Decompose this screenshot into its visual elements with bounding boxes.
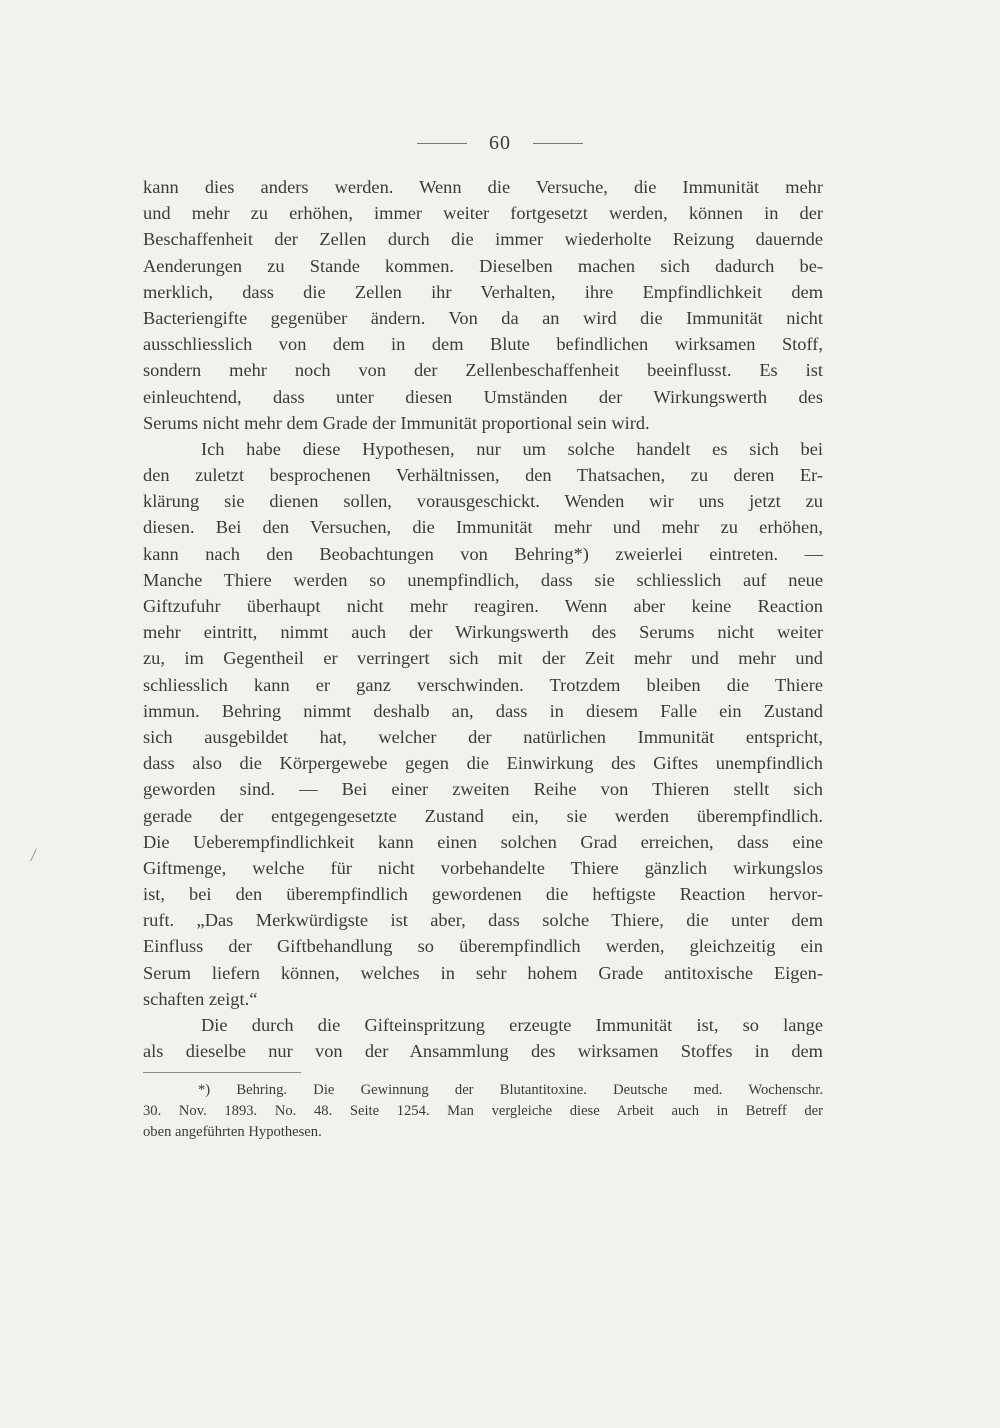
footnote-line: *) Behring. Die Gewinnung der Blutantitoxine. Deutsche med. Wochenschr.	[198, 1082, 823, 1098]
text-line: ausschliesslich von dem in dem Blute befindlichen wirksamen Stoff,	[143, 334, 823, 355]
footnote-divider	[143, 1072, 301, 1073]
text-line: Serums nicht mehr dem Grade der Immunität proportional sein wird.	[143, 412, 650, 433]
page-number: 60	[489, 131, 511, 154]
text-line: sondern mehr noch von der Zellenbeschaffenheit beeinflusst. Es ist	[143, 360, 823, 381]
text-line: diesen. Bei den Versuchen, die Immunität mehr und mehr zu erhöhen,	[143, 517, 823, 538]
header-rule-right	[533, 143, 583, 144]
text-line: Die Ueberempfindlichkeit kann einen solchen Grad erreichen, dass eine	[143, 831, 823, 852]
page-header	[0, 128, 1000, 158]
text-line: den zuletzt besprochenen Verhältnissen, den Thatsachen, zu deren Er-	[143, 465, 823, 486]
body-text	[143, 174, 823, 1064]
text-line: immun. Behring nimmt deshalb an, dass in diesem Falle ein Zustand	[143, 700, 823, 721]
text-line: und mehr zu erhöhen, immer weiter fortgesetzt werden, können in der	[143, 203, 823, 224]
text-line: Beschaffenheit der Zellen durch die immer wiederholte Reizung dauernde	[143, 229, 823, 250]
text-line: Bacteriengifte gegenüber ändern. Von da an wird die Immunität nicht	[143, 307, 823, 328]
text-line: Giftmenge, welche für nicht vorbehandelte Thiere gänzlich wirkungslos	[143, 857, 823, 878]
text-line: kann dies anders werden. Wenn die Versuche, die Immunität mehr	[143, 177, 823, 197]
text-line: gerade der entgegengesetzte Zustand ein, sie werden überempfindlich.	[143, 805, 823, 826]
text-line: Einfluss der Giftbehandlung so überempfindlich werden, gleichzeitig ein	[143, 936, 823, 957]
text-line: schliesslich kann er ganz verschwinden. Trotzdem bleiben die Thiere	[143, 674, 823, 695]
footnote-line: oben angeführten Hypothesen.	[143, 1124, 322, 1140]
text-line: Manche Thiere werden so unempfindlich, dass sie schliesslich auf neue	[143, 569, 823, 590]
text-line: ruft. „Das Merkwürdigste ist aber, dass solche Thiere, die unter dem	[143, 910, 823, 931]
text-line: klärung sie dienen sollen, vorausgeschickt. Wenden wir uns jetzt zu	[143, 491, 823, 512]
text-line: Ich habe diese Hypothesen, nur um solche handelt es sich bei	[201, 438, 823, 459]
footnote-line: 30. Nov. 1893. No. 48. Seite 1254. Man vergleiche diese Arbeit auch in Betreff der	[143, 1103, 823, 1119]
text-line: dass also die Körpergewebe gegen die Einwirkung des Giftes unempfindlich	[143, 753, 823, 774]
header-rule-left	[417, 143, 467, 144]
text-line: ist, bei den überempfindlich gewordenen die heftigste Reaction hervor-	[143, 884, 823, 905]
text-line: geworden sind. — Bei einer zweiten Reihe von Thieren stellt sich	[143, 779, 823, 800]
text-line: sich ausgebildet hat, welcher der natürlichen Immunität entspricht,	[143, 726, 823, 747]
text-line: einleuchtend, dass unter diesen Umständen der Wirkungswerth des	[143, 386, 823, 407]
text-line: mehr eintritt, nimmt auch der Wirkungswerth des Serums nicht weiter	[143, 622, 823, 643]
text-line: Aenderungen zu Stande kommen. Dieselben machen sich dadurch be-	[143, 255, 823, 276]
text-line: schaften zeigt.“	[143, 988, 258, 1009]
text-line: Die durch die Gifteinspritzung erzeugte Immunität ist, so lange	[201, 1015, 823, 1035]
text-line: Serum liefern können, welches in sehr hohem Grade antitoxische Eigen-	[143, 962, 823, 983]
footnotes	[143, 1080, 823, 1143]
text-line: als dieselbe nur von der Ansammlung des wirksamen Stoffes in dem	[143, 1041, 823, 1062]
margin-pencil-mark	[30, 848, 37, 861]
text-line: merklich, dass die Zellen ihr Verhalten, ihre Empfindlichkeit dem	[143, 281, 823, 302]
text-line: kann nach den Beobachtungen von Behring*) zweierlei eintreten. —	[143, 543, 823, 564]
text-line: Giftzufuhr überhaupt nicht mehr reagiren. Wenn aber keine Reaction	[143, 596, 823, 616]
text-line: zu, im Gegentheil er verringert sich mit der Zeit mehr und mehr und	[143, 648, 823, 669]
